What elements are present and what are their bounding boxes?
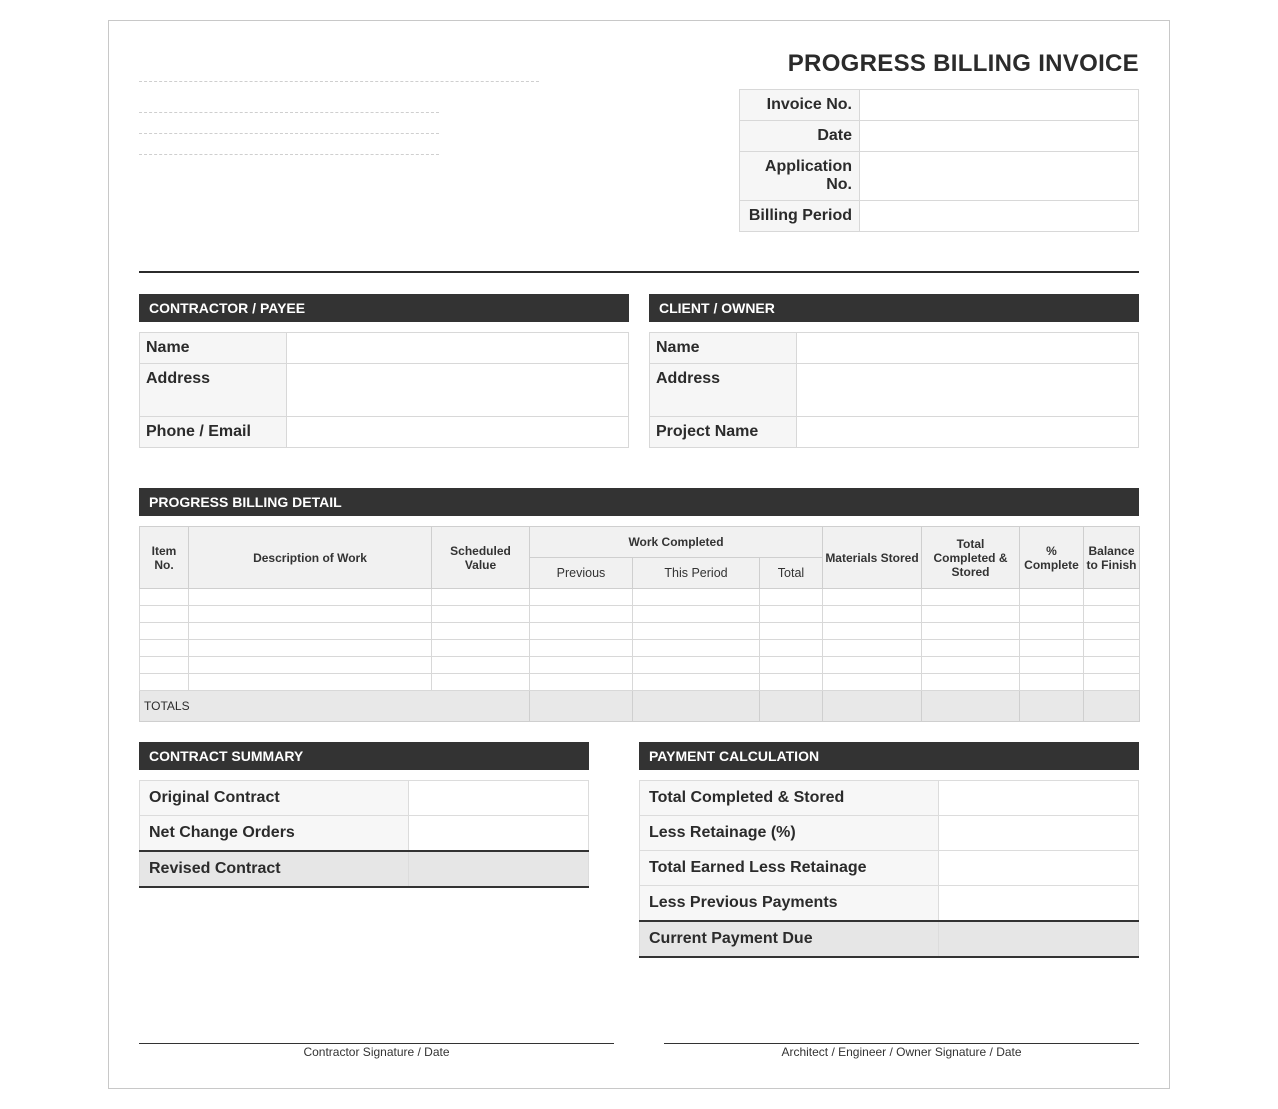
cell-item-no[interactable] xyxy=(140,623,189,640)
total-earned-less-retainage-field[interactable] xyxy=(939,851,1139,886)
cell-total-completed-stored[interactable] xyxy=(922,589,1020,606)
client-address-label: Address xyxy=(650,364,797,417)
contractor-contact-label: Phone / Email xyxy=(140,417,287,448)
cell-description[interactable] xyxy=(189,589,432,606)
payment-calculation-table xyxy=(639,780,1139,958)
company-address-line-2[interactable] xyxy=(139,133,439,134)
client-address-field[interactable] xyxy=(797,364,1139,417)
billing-period-label: Billing Period xyxy=(740,201,860,232)
totals-previous xyxy=(633,691,760,722)
total-earned-less-retainage-row xyxy=(640,851,1139,886)
billing-period-field[interactable] xyxy=(860,201,1139,232)
billing-detail-table xyxy=(139,526,1140,722)
contractor-name-label: Name xyxy=(140,333,287,364)
invoice-no-field[interactable] xyxy=(860,90,1139,121)
current-payment-due-field[interactable] xyxy=(939,921,1139,957)
header-divider xyxy=(139,271,1139,273)
company-address-line-1[interactable] xyxy=(139,112,439,113)
date-label: Date xyxy=(740,121,860,152)
contract-summary-header: CONTRACT SUMMARY xyxy=(139,742,589,770)
owner-signature-line[interactable] xyxy=(664,1043,1139,1044)
detail-row xyxy=(140,589,1140,606)
totals-percent-complete xyxy=(1084,691,1140,722)
original-contract-label: Original Contract xyxy=(140,781,409,816)
cell-materials-stored[interactable] xyxy=(823,657,922,674)
detail-row xyxy=(140,674,1140,691)
cell-total-completed-stored[interactable] xyxy=(922,674,1020,691)
totals-total xyxy=(823,691,922,722)
cell-previous[interactable] xyxy=(530,589,633,606)
cell-total-completed-stored[interactable] xyxy=(922,606,1020,623)
cell-balance-to-finish[interactable] xyxy=(1084,589,1140,606)
cell-previous[interactable] xyxy=(530,657,633,674)
original-contract-row xyxy=(140,781,589,816)
totals-scheduled-value xyxy=(530,691,633,722)
total-completed-stored-label: Total Completed & Stored xyxy=(640,781,939,816)
col-materials-stored: Materials Stored xyxy=(823,527,922,589)
col-total: Total xyxy=(760,558,823,589)
original-contract-field[interactable] xyxy=(409,781,589,816)
cell-this-period[interactable] xyxy=(633,640,760,657)
cell-previous[interactable] xyxy=(530,623,633,640)
detail-section-header: PROGRESS BILLING DETAIL xyxy=(139,488,1139,516)
cell-materials-stored[interactable] xyxy=(823,674,922,691)
company-contact-line[interactable] xyxy=(139,154,439,155)
cell-scheduled-value[interactable] xyxy=(432,606,530,623)
detail-row xyxy=(140,640,1140,657)
contractor-contact-field[interactable] xyxy=(287,417,629,448)
totals-label: TOTALS xyxy=(140,691,530,722)
cell-total[interactable] xyxy=(760,640,823,657)
cell-total[interactable] xyxy=(760,657,823,674)
cell-materials-stored[interactable] xyxy=(823,623,922,640)
cell-materials-stored[interactable] xyxy=(823,606,922,623)
net-change-orders-row xyxy=(140,816,589,851)
project-name-field[interactable] xyxy=(797,417,1139,448)
detail-row xyxy=(140,606,1140,623)
col-description: Description of Work xyxy=(189,527,432,589)
cell-total[interactable] xyxy=(760,589,823,606)
payment-calculation-header: PAYMENT CALCULATION xyxy=(639,742,1139,770)
detail-row xyxy=(140,623,1140,640)
cell-previous[interactable] xyxy=(530,606,633,623)
less-retainage-row xyxy=(640,816,1139,851)
cell-scheduled-value[interactable] xyxy=(432,657,530,674)
cell-percent-complete[interactable] xyxy=(1020,606,1084,623)
current-payment-due-label: Current Payment Due xyxy=(640,921,939,957)
cell-scheduled-value[interactable] xyxy=(432,674,530,691)
cell-total-completed-stored[interactable] xyxy=(922,640,1020,657)
contract-summary-table xyxy=(139,780,589,888)
cell-this-period[interactable] xyxy=(633,589,760,606)
contractor-address-label: Address xyxy=(140,364,287,417)
cell-total[interactable] xyxy=(760,674,823,691)
cell-item-no[interactable] xyxy=(140,640,189,657)
client-name-field[interactable] xyxy=(797,333,1139,364)
col-balance-to-finish: Balance to Finish xyxy=(1084,527,1140,589)
cell-item-no[interactable] xyxy=(140,606,189,623)
less-previous-payments-row xyxy=(640,886,1139,921)
cell-balance-to-finish[interactable] xyxy=(1084,640,1140,657)
cell-description[interactable] xyxy=(189,657,432,674)
cell-total-completed-stored[interactable] xyxy=(922,623,1020,640)
contractor-signature-label: Contractor Signature / Date xyxy=(303,1045,450,1059)
detail-rows xyxy=(140,589,1140,691)
cell-balance-to-finish[interactable] xyxy=(1084,606,1140,623)
cell-total-completed-stored[interactable] xyxy=(922,657,1020,674)
cell-percent-complete[interactable] xyxy=(1020,640,1084,657)
cell-this-period[interactable] xyxy=(633,606,760,623)
col-total-completed-stored: Total Completed & Stored xyxy=(922,527,1020,589)
less-previous-payments-label: Less Previous Payments xyxy=(640,886,939,921)
application-no-row xyxy=(740,152,1139,201)
cell-item-no[interactable] xyxy=(140,657,189,674)
cell-scheduled-value[interactable] xyxy=(432,623,530,640)
contractor-address-field[interactable] xyxy=(287,364,629,417)
totals-materials-stored xyxy=(922,691,1020,722)
net-change-orders-label: Net Change Orders xyxy=(140,816,409,851)
contractor-name-field[interactable] xyxy=(287,333,629,364)
client-table xyxy=(649,332,1139,448)
col-item-no: Item No. xyxy=(140,527,189,589)
cell-description[interactable] xyxy=(189,623,432,640)
cell-this-period[interactable] xyxy=(633,623,760,640)
revised-contract-label: Revised Contract xyxy=(140,851,409,887)
application-no-label: Application No. xyxy=(740,152,860,201)
project-name-label: Project Name xyxy=(650,417,797,448)
invoice-no-label: Invoice No. xyxy=(740,90,860,121)
cell-this-period[interactable] xyxy=(633,657,760,674)
cell-description[interactable] xyxy=(189,674,432,691)
cell-materials-stored[interactable] xyxy=(823,589,922,606)
cell-this-period[interactable] xyxy=(633,674,760,691)
cell-total[interactable] xyxy=(760,623,823,640)
totals-this-period xyxy=(760,691,823,722)
cell-description[interactable] xyxy=(189,606,432,623)
less-retainage-label: Less Retainage (%) xyxy=(640,816,939,851)
billing-period-row xyxy=(740,201,1139,232)
contractor-table xyxy=(139,332,629,448)
company-name-line[interactable] xyxy=(139,81,539,82)
contractor-section-header: CONTRACTOR / PAYEE xyxy=(139,294,629,322)
less-retainage-field[interactable] xyxy=(939,816,1139,851)
cell-percent-complete[interactable] xyxy=(1020,589,1084,606)
total-completed-stored-field[interactable] xyxy=(939,781,1139,816)
cell-scheduled-value[interactable] xyxy=(432,640,530,657)
total-completed-stored-row xyxy=(640,781,1139,816)
cell-balance-to-finish[interactable] xyxy=(1084,674,1140,691)
less-previous-payments-field[interactable] xyxy=(939,886,1139,921)
date-field[interactable] xyxy=(860,121,1139,152)
totals-completed-stored xyxy=(1020,691,1084,722)
col-percent-complete: % Complete xyxy=(1020,527,1084,589)
cell-balance-to-finish[interactable] xyxy=(1084,657,1140,674)
contractor-signature-line[interactable] xyxy=(139,1043,614,1044)
revised-contract-field[interactable] xyxy=(409,851,589,887)
client-name-label: Name xyxy=(650,333,797,364)
cell-previous[interactable] xyxy=(530,640,633,657)
col-previous: Previous xyxy=(530,558,633,589)
detail-row xyxy=(140,657,1140,674)
cell-item-no[interactable] xyxy=(140,674,189,691)
cell-item-no[interactable] xyxy=(140,589,189,606)
application-no-field[interactable] xyxy=(860,152,1139,201)
owner-signature-label: Architect / Engineer / Owner Signature / Date xyxy=(781,1045,1022,1059)
total-earned-less-retainage-label: Total Earned Less Retainage xyxy=(640,851,939,886)
totals-row xyxy=(140,691,1140,722)
col-this-period: This Period xyxy=(633,558,760,589)
cell-total[interactable] xyxy=(760,606,823,623)
client-section-header: CLIENT / OWNER xyxy=(649,294,1139,322)
date-row xyxy=(740,121,1139,152)
net-change-orders-field[interactable] xyxy=(409,816,589,851)
cell-description[interactable] xyxy=(189,640,432,657)
cell-scheduled-value[interactable] xyxy=(432,589,530,606)
invoice-meta-table xyxy=(739,89,1139,232)
revised-contract-row xyxy=(140,851,589,887)
cell-percent-complete[interactable] xyxy=(1020,674,1084,691)
cell-percent-complete[interactable] xyxy=(1020,623,1084,640)
document-title: PROGRESS BILLING INVOICE xyxy=(787,50,1139,77)
cell-percent-complete[interactable] xyxy=(1020,657,1084,674)
invoice-no-row xyxy=(740,90,1139,121)
cell-balance-to-finish[interactable] xyxy=(1084,623,1140,640)
col-scheduled-value: Scheduled Value xyxy=(432,527,530,589)
current-payment-due-row xyxy=(640,921,1139,957)
col-work-completed: Work Completed xyxy=(530,527,823,558)
cell-previous[interactable] xyxy=(530,674,633,691)
cell-materials-stored[interactable] xyxy=(823,640,922,657)
